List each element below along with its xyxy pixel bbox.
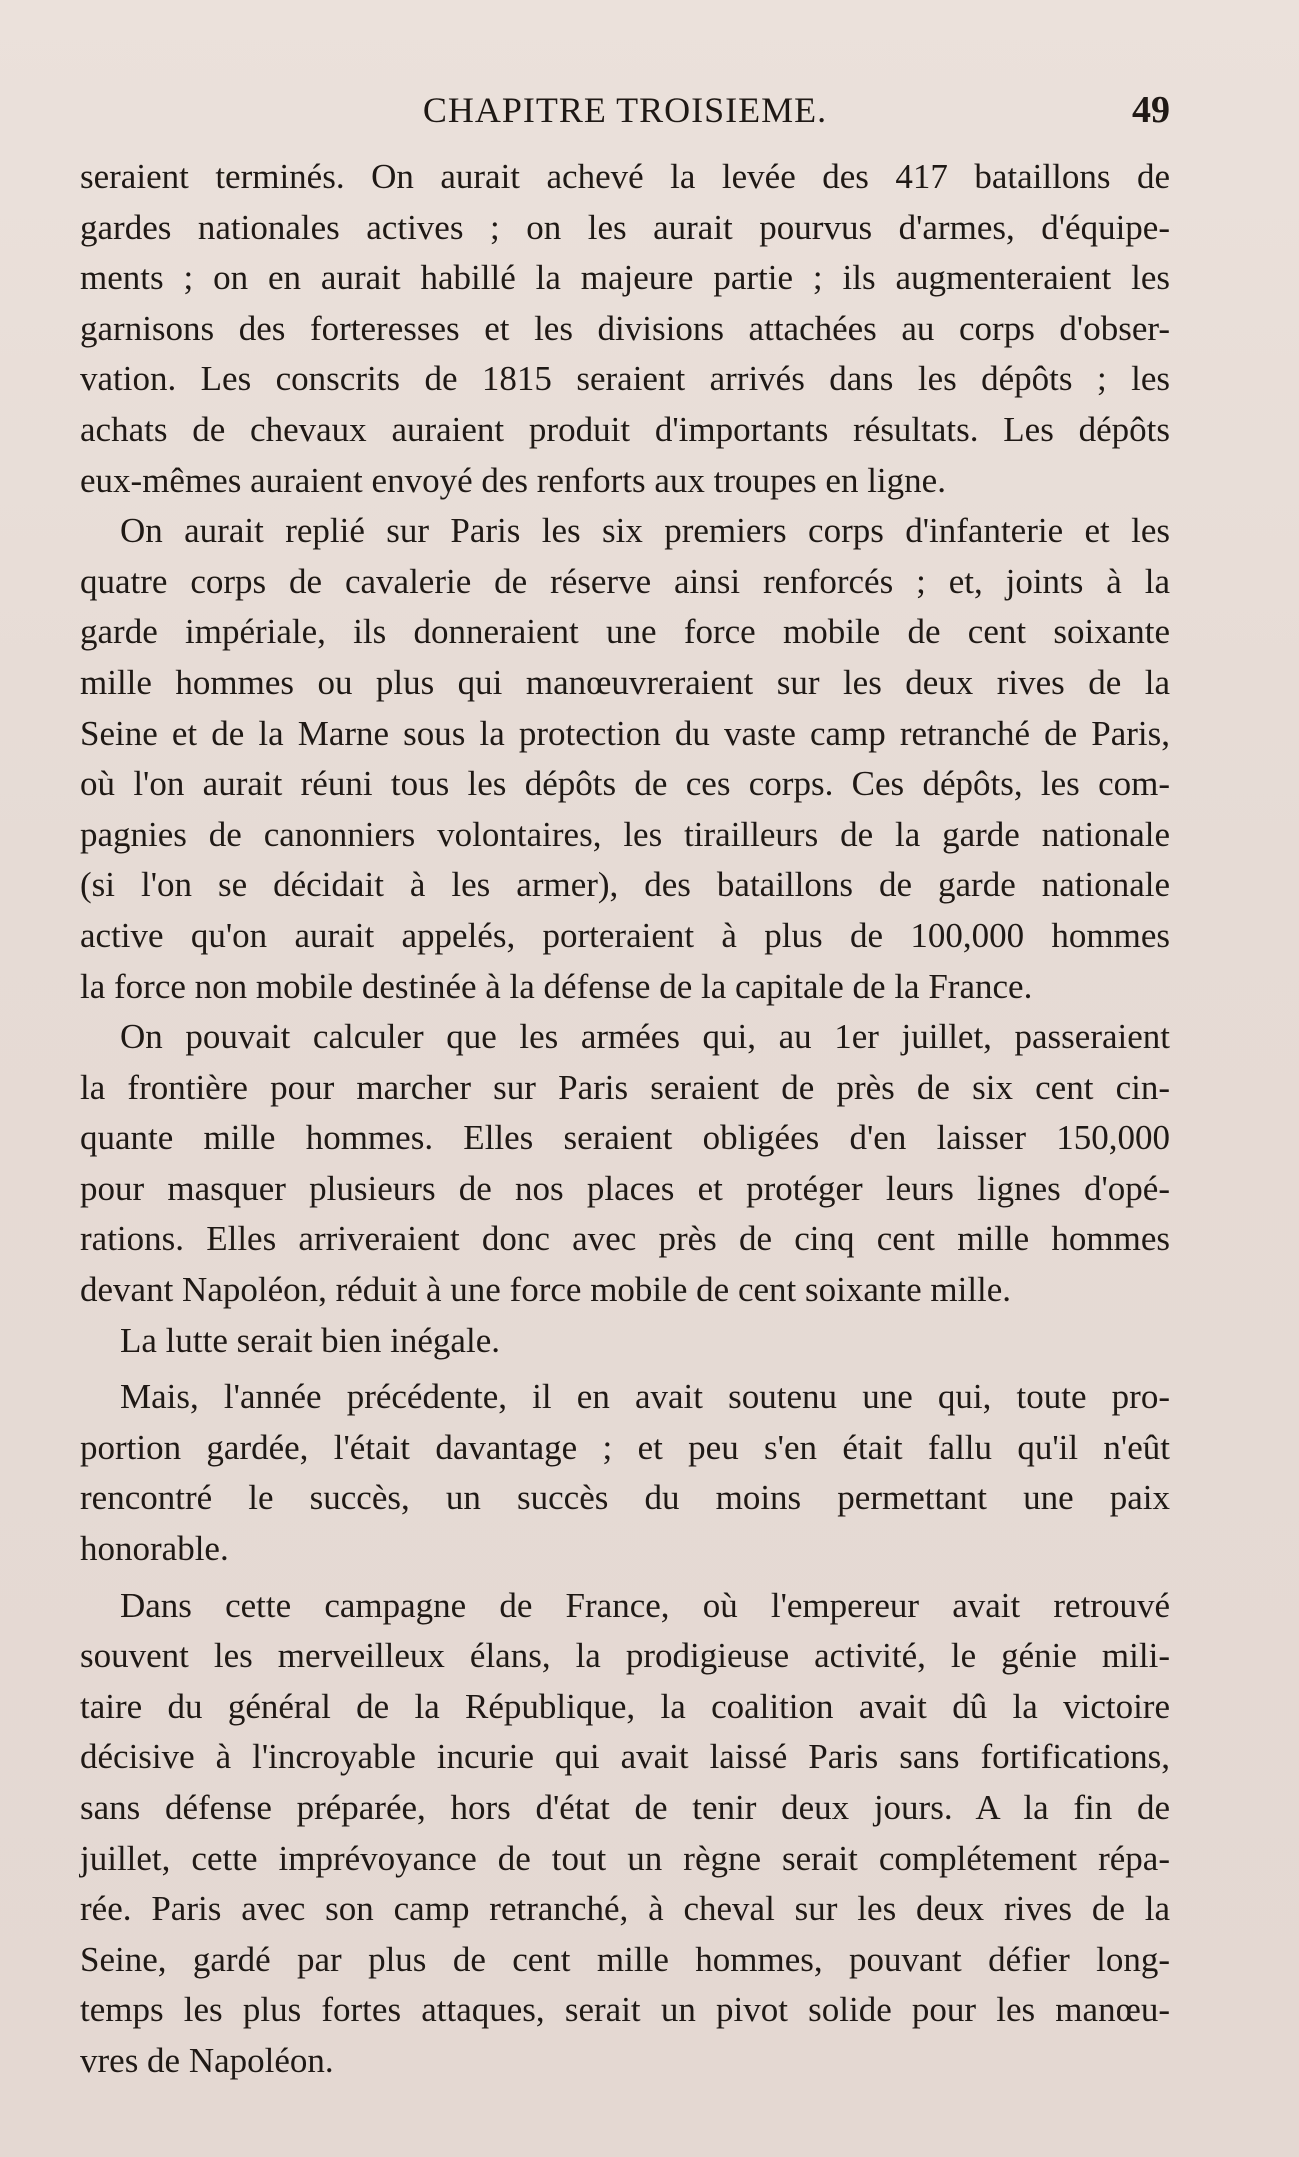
text-line: décisive à l'incroyable incurie qui avait laissé Paris sans fortifications, <box>80 1737 1170 1777</box>
paragraph <box>80 152 1170 506</box>
text-line: eux-mêmes auraient envoyé des renforts aux troupes en ligne. <box>80 460 946 500</box>
text-line: devant Napoléon, réduit à une force mobile de cent soixante mille. <box>80 1270 1012 1310</box>
page-body <box>80 152 1170 2087</box>
text-line: taire du général de la République, la coalition avait dû la victoire <box>80 1686 1170 1726</box>
text-line: la force non mobile destinée à la défense de la capitale de la France. <box>80 966 1033 1006</box>
text-line: juillet, cette imprévoyance de tout un règne serait complétement répa- <box>80 1838 1170 1878</box>
text-line: On aurait replié sur Paris les six premiers corps d'infanterie et les <box>120 511 1170 551</box>
text-line: vres de Napoléon. <box>80 2040 334 2080</box>
text-line: La lutte serait bien inégale. <box>120 1320 500 1360</box>
text-line: garde impériale, ils donneraient une force mobile de cent soixante <box>80 612 1170 652</box>
text-line: active qu'on aurait appelés, porteraient à plus de 100,000 hommes <box>80 915 1170 955</box>
text-line: la frontière pour marcher sur Paris seraient de près de six cent cin- <box>80 1067 1170 1107</box>
text-line: Dans cette campagne de France, où l'empereur avait retrouvé <box>120 1585 1170 1625</box>
text-line: quante mille hommes. Elles seraient obligées d'en laisser 150,000 <box>80 1118 1170 1158</box>
paragraph <box>80 1581 1170 2087</box>
running-title: CHAPITRE TROISIEME. <box>422 90 828 130</box>
text-line: ments ; on en aurait habillé la majeure partie ; ils augmenteraient les <box>80 258 1170 298</box>
text-line: sans défense préparée, hors d'état de tenir deux jours. A la fin de <box>80 1788 1170 1827</box>
text-line: quatre corps de cavalerie de réserve ainsi renforcés ; et, joints à la <box>80 561 1170 601</box>
text-line: portion gardée, l'était davantage ; et peu s'en était fallu qu'il n'eût <box>80 1427 1170 1467</box>
text-line: où l'on aurait réuni tous les dépôts de ces corps. Ces dépôts, les com- <box>80 764 1170 804</box>
text-line: vation. Les conscrits de 1815 seraient arrivés dans les dépôts ; les <box>80 359 1170 399</box>
text-line: honorable. <box>80 1529 229 1569</box>
text-line: On pouvait calculer que les armées qui, au 1er juillet, passeraient <box>120 1017 1170 1057</box>
paragraph <box>80 1316 1170 1367</box>
text-line: Seine et de la Marne sous la protection du vaste camp retranché de Paris, <box>80 713 1170 753</box>
text-line: rencontré le succès, un succès du moins permettant une paix <box>80 1478 1170 1518</box>
text-line: pour masquer plusieurs de nos places et protéger leurs lignes d'opé- <box>80 1168 1170 1208</box>
text-line: (si l'on se décidait à les armer), des bataillons de garde nationale <box>80 865 1170 905</box>
page-header <box>80 82 1170 138</box>
paragraph <box>80 1372 1170 1574</box>
text-line: gardes nationales actives ; on les aurait pourvus d'armes, d'équipe- <box>80 207 1170 247</box>
page-number: 49 <box>1132 89 1170 131</box>
text-line: seraient terminés. On aurait achevé la levée des 417 bataillons de <box>80 157 1170 196</box>
text-line: achats de chevaux auraient produit d'importants résultats. Les dépôts <box>80 409 1170 449</box>
text-line: rations. Elles arriveraient donc avec près de cinq cent mille hommes <box>80 1219 1170 1259</box>
paragraph <box>80 506 1170 1012</box>
text-line: mille hommes ou plus qui manœuvreraient sur les deux rives de la <box>80 662 1170 702</box>
text-line: Mais, l'année précédente, il en avait soutenu une qui, toute pro- <box>120 1377 1170 1417</box>
text-line: souvent les merveilleux élans, la prodigieuse activité, le génie mili- <box>80 1636 1170 1676</box>
text-line: Seine, gardé par plus de cent mille hommes, pouvant défier long- <box>80 1939 1170 1979</box>
text-line: rée. Paris avec son camp retranché, à cheval sur les deux rives de la <box>80 1889 1170 1929</box>
paragraph <box>80 1012 1170 1316</box>
text-line: pagnies de canonniers volontaires, les tirailleurs de la garde nationale <box>80 814 1170 854</box>
text-line: temps les plus fortes attaques, serait un pivot solide pour les manœu- <box>80 1990 1170 2030</box>
text-line: garnisons des forteresses et les divisions attachées au corps d'obser- <box>80 308 1170 348</box>
